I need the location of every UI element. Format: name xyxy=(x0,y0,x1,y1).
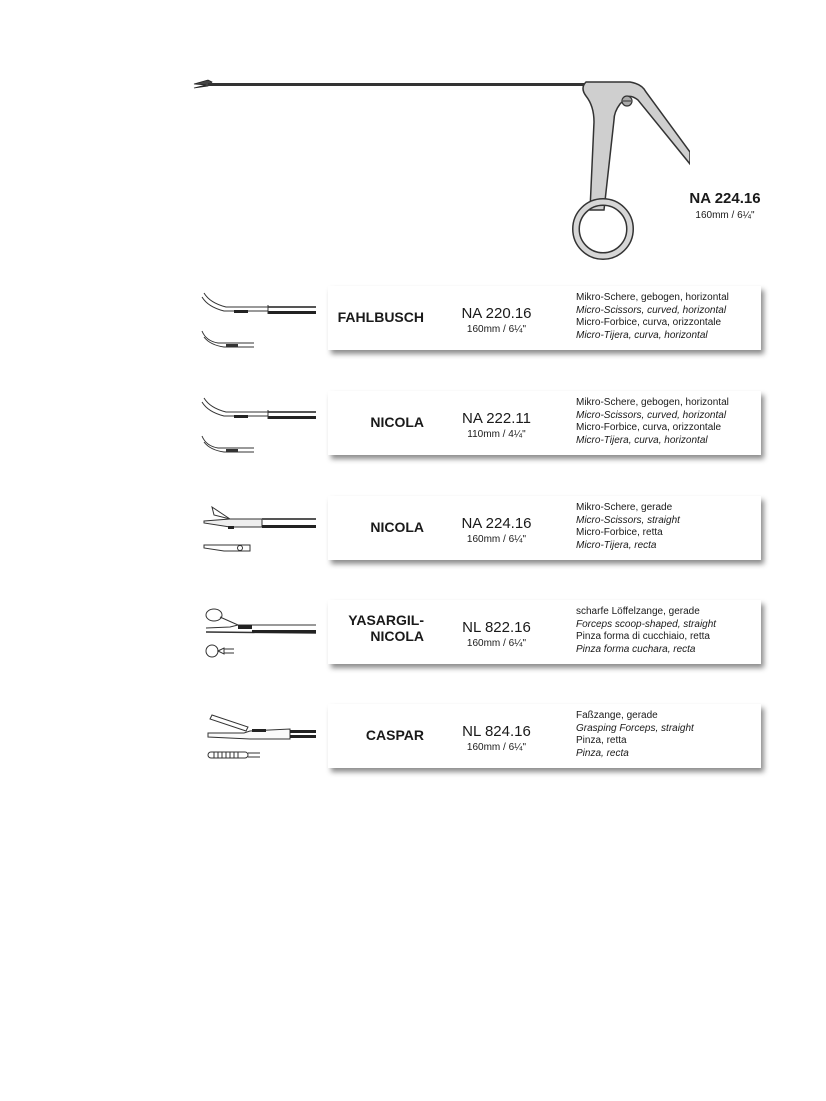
product-name-line: YASARGIL- xyxy=(348,612,424,628)
micro-scissors-illustration xyxy=(190,60,690,260)
product-size: 160mm / 6¼" xyxy=(466,638,527,649)
description-line: Micro-Forbice, retta xyxy=(576,527,663,539)
description-line: Pinza forma cuchara, recta xyxy=(576,643,696,655)
description-line: Micro-Scissors, curved, horizontal xyxy=(576,409,727,421)
product-card xyxy=(328,496,761,560)
product-name-line: FAHLBUSCH xyxy=(337,309,424,325)
product-code: NL 822.16 xyxy=(462,619,531,636)
product-row xyxy=(190,493,770,568)
description-line: Mikro-Schere, gerade xyxy=(576,502,673,513)
description-line: Grasping Forceps, straight xyxy=(576,722,694,734)
scoop-forceps-tip-icon xyxy=(190,597,325,672)
product-code: NA 222.11 xyxy=(462,410,531,427)
product-size: 160mm / 6¼" xyxy=(466,534,527,545)
hero-product-size: 160mm / 6¼" xyxy=(695,210,755,221)
description-line: Forceps scoop-shaped, straight xyxy=(576,618,717,630)
description-line: Micro-Forbice, curva, orizzontale xyxy=(576,317,722,329)
product-card xyxy=(328,600,761,664)
description-line: Mikro-Schere, gebogen, horizontal xyxy=(576,292,729,303)
description-line: Pinza, recta xyxy=(576,747,629,759)
curved-scissors-tip-icon xyxy=(190,388,325,463)
description-line: Pinza, retta xyxy=(576,735,627,747)
product-row xyxy=(190,388,770,463)
description-line: Pinza forma di cucchiaio, retta xyxy=(576,631,710,643)
description-line: Mikro-Schere, gebogen, horizontal xyxy=(576,397,729,408)
product-code: NA 224.16 xyxy=(461,515,532,532)
product-code: NL 824.16 xyxy=(462,723,531,740)
straight-scissors-tip-icon xyxy=(190,493,325,568)
product-description xyxy=(576,606,716,656)
product-description xyxy=(576,710,694,760)
product-size: 160mm / 6¼" xyxy=(466,324,527,335)
hero-instrument xyxy=(190,60,761,260)
product-name-line: NICOLA xyxy=(370,628,424,644)
product-card xyxy=(328,286,761,350)
product-name xyxy=(328,519,424,535)
description-line: Micro-Scissors, straight xyxy=(576,514,680,526)
description-line: Micro-Forbice, curva, orizzontale xyxy=(576,422,722,434)
description-line: Micro-Tijera, recta xyxy=(576,539,657,551)
hero-product-code: NA 224.16 xyxy=(689,190,761,207)
product-name xyxy=(328,727,424,743)
product-row xyxy=(190,597,770,672)
product-row xyxy=(190,283,770,358)
product-name-line: NICOLA xyxy=(370,519,424,535)
product-description xyxy=(576,502,680,552)
product-description xyxy=(576,397,729,447)
product-name-line: NICOLA xyxy=(370,414,424,430)
description-line: scharfe Löffelzange, gerade xyxy=(576,606,700,617)
product-card xyxy=(328,391,761,455)
product-name xyxy=(328,414,424,430)
description-line: Micro-Tijera, curva, horizontal xyxy=(576,329,708,341)
product-card xyxy=(328,704,761,768)
description-line: Micro-Tijera, curva, horizontal xyxy=(576,434,708,446)
product-name xyxy=(328,612,424,644)
product-size: 110mm / 4¼" xyxy=(467,429,526,440)
product-size: 160mm / 6¼" xyxy=(466,742,527,753)
curved-scissors-tip-icon xyxy=(190,283,325,358)
product-code: NA 220.16 xyxy=(461,305,532,322)
product-description xyxy=(576,292,729,342)
product-row xyxy=(190,701,770,776)
description-line: Micro-Scissors, curved, horizontal xyxy=(576,304,727,316)
product-name xyxy=(328,309,424,325)
grasping-forceps-tip-icon xyxy=(190,701,325,776)
description-line: Faßzange, gerade xyxy=(576,710,658,721)
product-name-line: CASPAR xyxy=(365,727,424,743)
